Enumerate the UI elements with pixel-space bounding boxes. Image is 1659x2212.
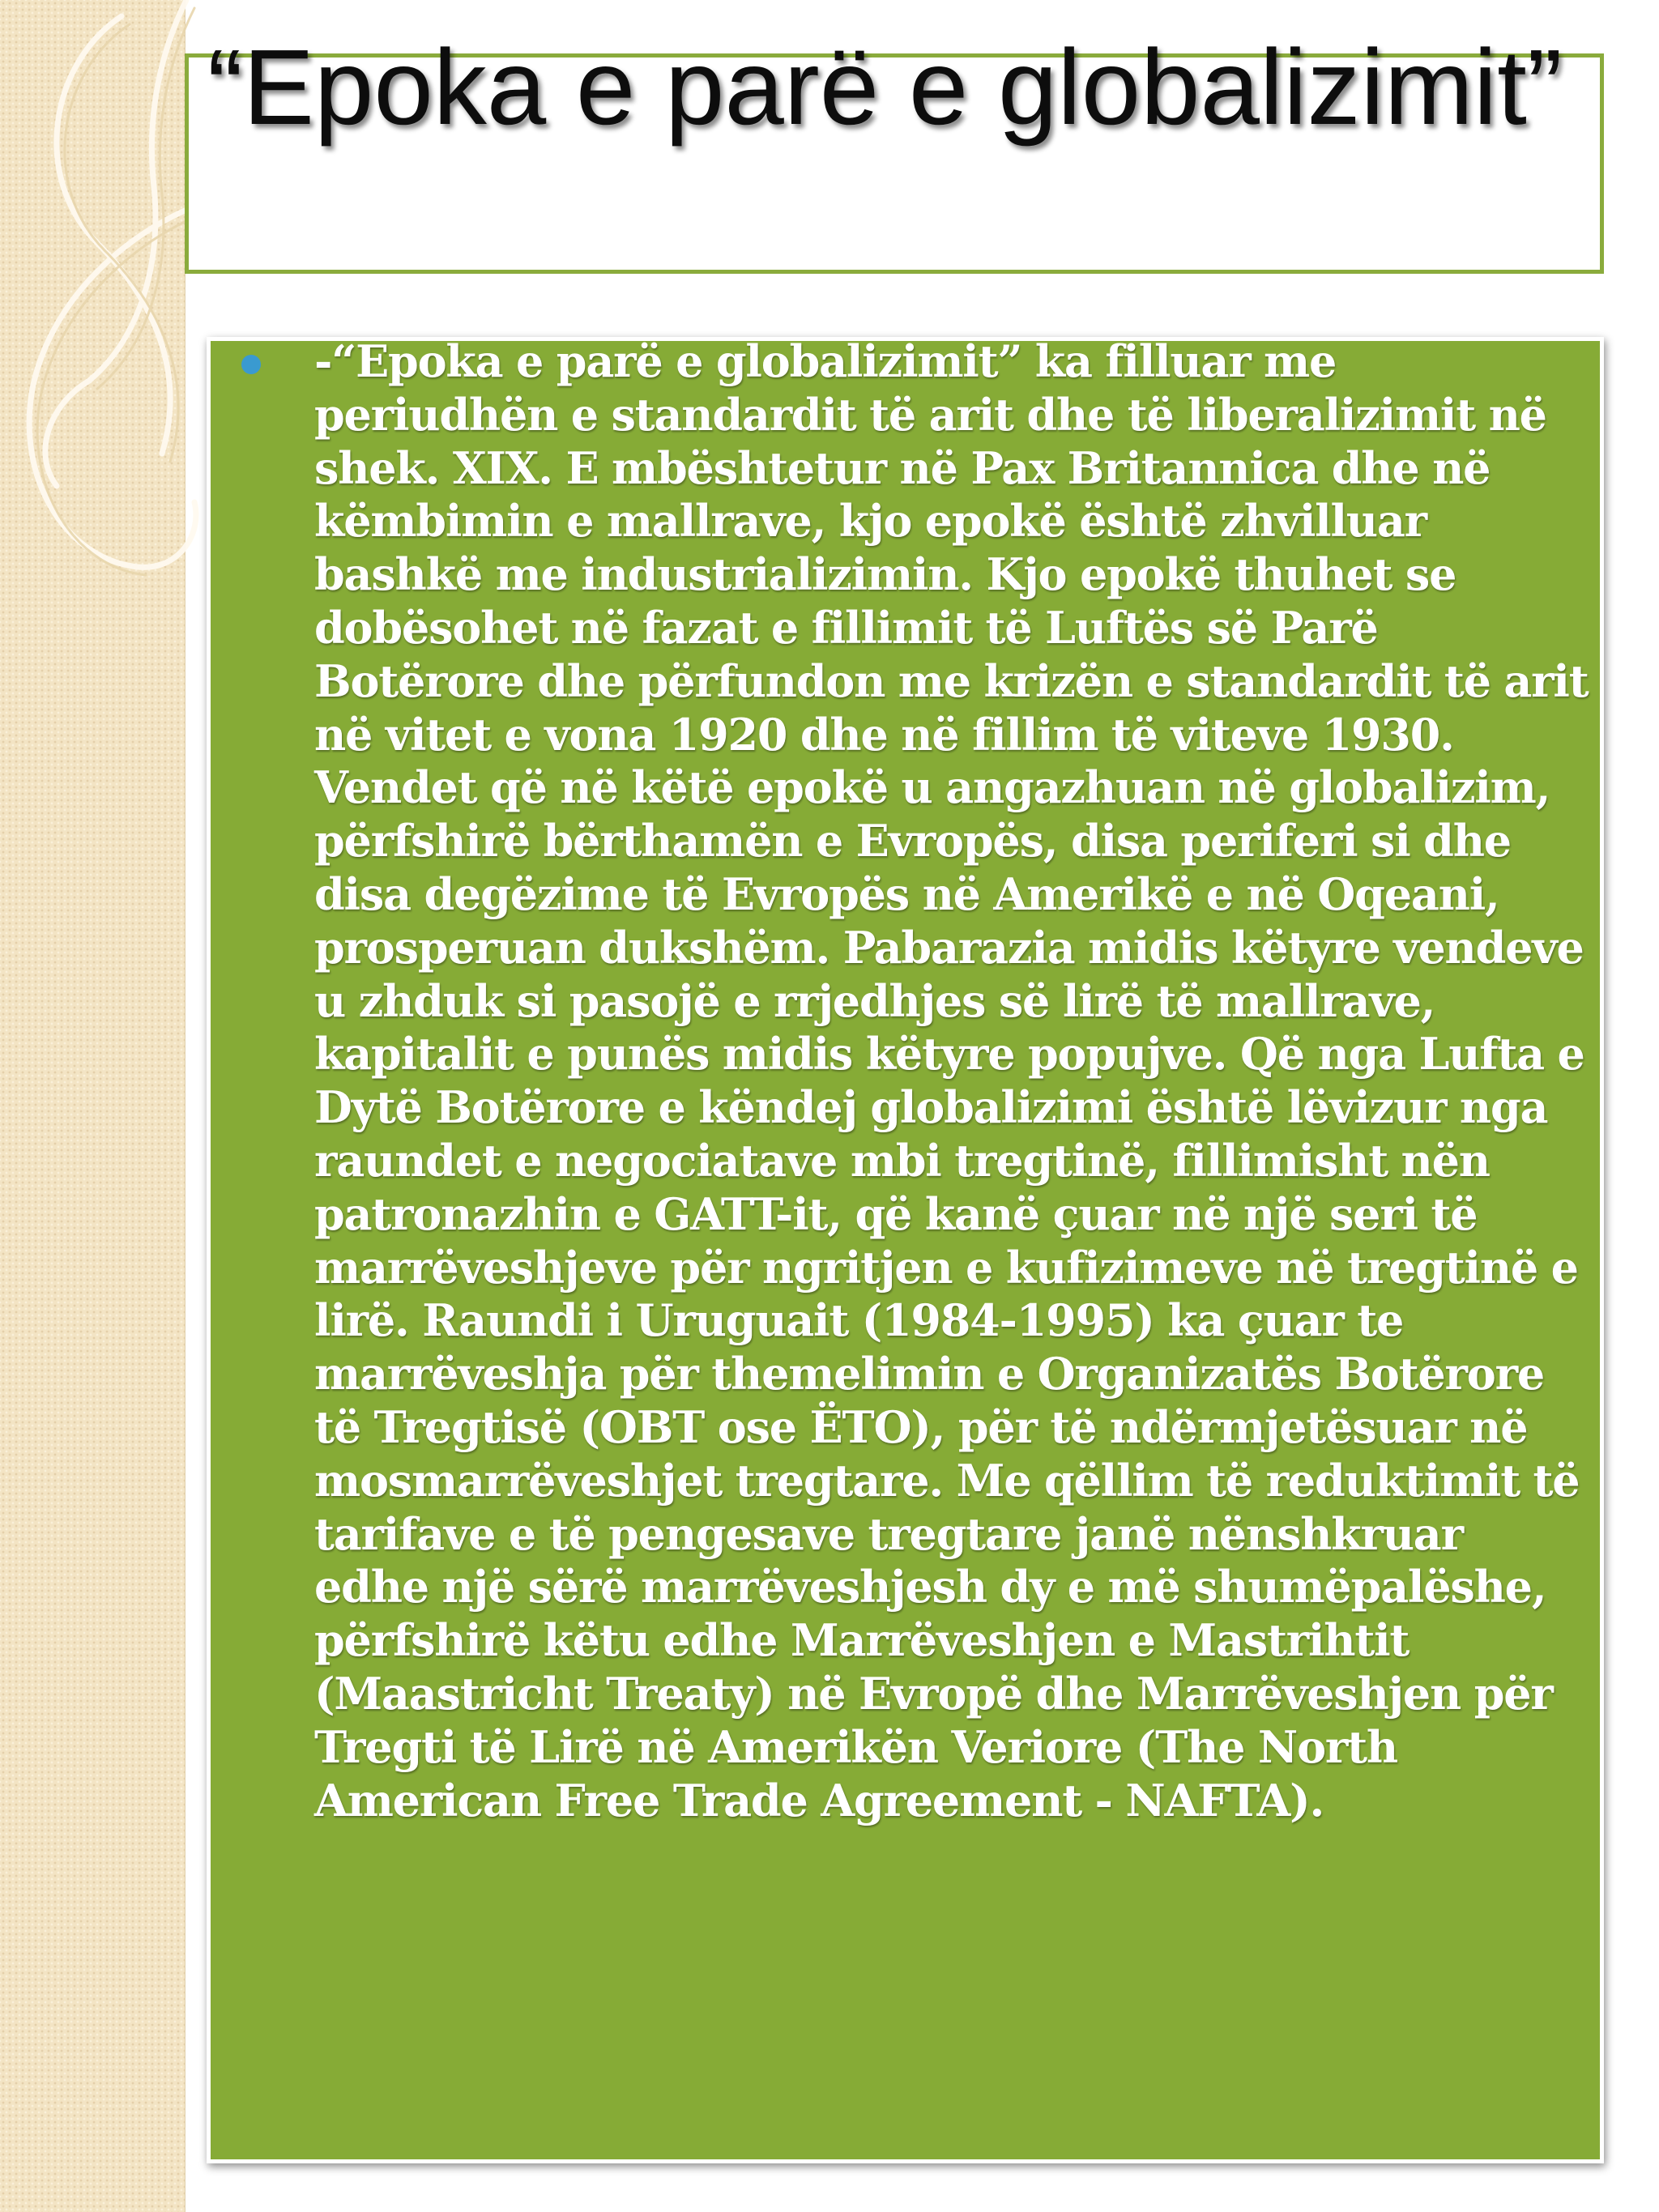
bullet-dot-icon — [241, 355, 261, 374]
slide-title: “Epoka e parë e globalizimit” — [207, 28, 1563, 147]
swirl-decoration-icon — [0, 0, 211, 664]
body-paragraph: -“Epoka e parë e globalizimit” ka filluar me periudhën e standardit të arit dhe të liberalizimit në shek. XIX. E mbështetur në Pax Britannica dhe në këmbimin e mallrave, kjo epokë është zhvilluar bashkë me industrializimin. Kjo epokë thuhet se dobësohet në fazat e fillimit të Luftës së Parë Botërore dhe përfundon me krizën e standardit të arit në vitet e vona 1920 dhe në fillim të viteve 1930. Vendet që në këtë epokë u angazhuan në globalizim, përfshirë bërthamën e Evropës, disa periferi si dhe disa degëzime të Evropës në Amerikë e në Oqeani, prosperuan dukshëm. Pabarazia midis këtyre vendeve u zhduk si pasojë e rrjedhjes së lirë të mallrave, kapitalit e punës midis këtyre popujve. Që nga Lufta e Dytë Botërore e këndej globalizimi është lëvizur nga raundet e negociatave mbi tregtinë, fillimisht nën patronazhin e GATT-it, që kanë çuar në një seri të marrëveshjeve për ngritjen e kufizimeve në tregtinë e lirë. Raundi i Uruguait (1984-1995) ka çuar te marrëveshja për themelimin e Organizatës Botërore të Tregtisë (OBT ose ËTO), për të ndërmjetësuar në mosmarrëveshjet tregtare. Me qëllim të reduktimit të tarifave e të pengesave tregtare janë nënshkruar edhe një sërë marrëveshjesh dy e më shumëpalëshe, përfshirë këtu edhe Marrëveshjen e Mastrihtit (Maastricht Treaty) në Evropë dhe Marrëveshjen për Tregti të Lirë në Amerikën Veriore (The North American Free Trade Agreement - NAFTA). — [314, 335, 1589, 1826]
